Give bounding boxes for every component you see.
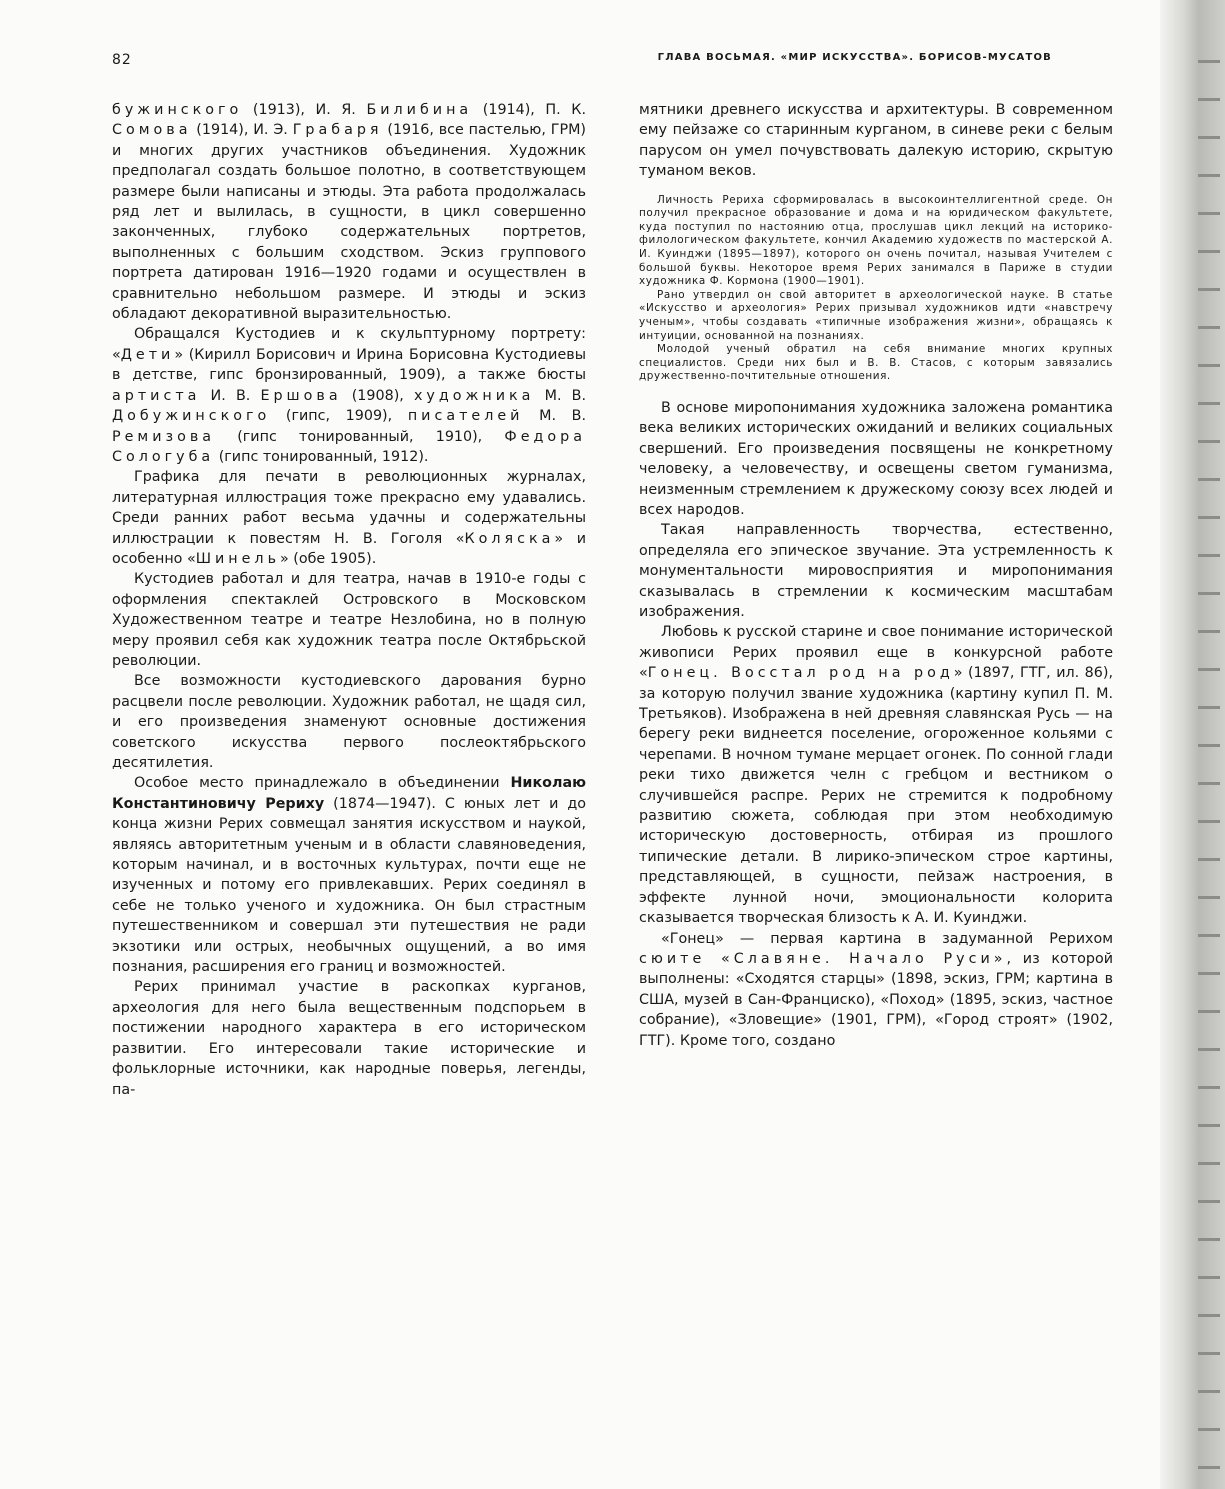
text-run: » (Кирилл Борисович и Ирина Борисовна Кустодиевы в детстве, гипс бронзированный, 1909), а также бюсты	[112, 346, 586, 384]
edge-tick	[1198, 440, 1220, 443]
spaced-text: Коляска	[464, 530, 555, 547]
text-run: (гипс тонированный, 1912).	[214, 448, 429, 465]
edge-tick	[1198, 706, 1220, 709]
edge-tick	[1198, 364, 1220, 367]
spaced-text: Федора Сологуба	[112, 428, 586, 465]
paragraph	[112, 467, 586, 569]
paragraph	[639, 929, 1113, 1051]
text-run: Графика для печати в революционных журналах, литературная иллюстрация тоже прекрасно ему удавались. Среди ранних работ весьма удачны и содержательны иллюстрации к повестям Н. В. Гоголя «	[112, 469, 586, 547]
edge-tick	[1198, 1010, 1220, 1013]
edge-tick	[1198, 1314, 1220, 1317]
text-run: » (1897, ГТГ, ил. 86), за которую получил звание художника (картину купил П. М. Третьяков). Изображена в ней древняя славянская Русь — на берегу реки виднеется поселение, огороженное кольями с черепами. В ночном тумане мерцает огонек. По сонной глади реки тихо движется челн с гребцом и вестником о случившейся распре. Рерих не стремится к подробному развитию сюжета, соблюдая при этом необходимую историческую достоверность, отбирая из прошлого типические детали. В лирико-эпическом строе картины, представляющей, в сущности, пейзаж настроения, в эффекте лунной ночи, эмоциональности колорита сказывается творческая близость к А. И. Куинджи.	[639, 665, 1113, 927]
bold-name: Николаю Константиновичу Рериху	[112, 775, 586, 812]
text-run: Обращался Кустодиев и к скульптурному портрету: «	[112, 326, 586, 363]
text-run: (1914), И. Э.	[191, 122, 293, 139]
edge-tick	[1198, 1124, 1220, 1127]
edge-tick	[1198, 1086, 1220, 1089]
spaced-text: сюите «Славяне. Начало Руси»	[639, 950, 1007, 967]
edge-tick	[1198, 554, 1220, 557]
running-head: ГЛАВА ВОСЬМАЯ. «МИР ИСКУССТВА». БОРИСОВ-МУСАТОВ	[657, 52, 1052, 63]
text-run: И. В.	[200, 387, 261, 404]
edge-tick	[1198, 1162, 1220, 1165]
text-run: «Гонец» — первая картина в задуманной Рерихом	[661, 930, 1113, 947]
edge-tick	[1198, 592, 1220, 595]
spaced-text: художника	[413, 387, 535, 404]
note-paragraph: Рано утвердил он свой авторитет в археологической науке. В статье «Искусство и археология» Рерих призывал художников идти «навстречу ученым», чтобы создавать «типичные изображения жизни», обращаясь к интуиции, основанной на познаниях.	[639, 288, 1113, 342]
spaced-text: артиста	[112, 387, 201, 404]
spaced-text: Ершова	[260, 387, 342, 404]
spaced-text: Гонец. Восстал род на род	[647, 665, 954, 682]
spaced-text: Билибина	[366, 102, 473, 118]
text-run: » и особенно «	[112, 530, 586, 567]
page-number: 82	[112, 52, 132, 68]
edge-tick	[1198, 402, 1220, 405]
edge-tick	[1198, 972, 1220, 975]
paragraph: Такая направленность творчества, естественно, определяла его эпическое звучание. Эта устремленность к монументальности мировосприятия и миропонимания сказывалась в стремлении к космическим масштабам изображения.	[639, 522, 1113, 620]
edge-tick	[1198, 934, 1220, 937]
paragraph	[112, 100, 586, 324]
text-run: (1908),	[341, 387, 414, 404]
text-run: » (обе 1905).	[280, 550, 377, 567]
paragraph: В основе миропонимания художника заложена романтика века великих исторических ожиданий и великих социальных свершений. Его произведения посвящены не конкретному человеку, а человечеству, и освещены светом гуманизма, неизменным стремлением к дружескому союзу всех людей и всех народов.	[639, 399, 1113, 518]
spaced-text: писателей	[407, 408, 524, 425]
paragraph: Рерих принимал участие в раскопках курганов, археология для него была вещественным подспорьем в постижении народного характера в его историческом развитии. Его интересовали такие исторические и фольклорные источники, как народные поверья, легенды, па-	[112, 979, 586, 1098]
text-run: (1913), И. Я.	[242, 102, 367, 118]
edge-tick	[1198, 820, 1220, 823]
edge-tick	[1198, 174, 1220, 177]
edge-tick	[1198, 326, 1220, 329]
spaced-text: Добужинского	[112, 408, 271, 425]
spaced-text: бужинского	[112, 102, 243, 118]
edge-tick	[1198, 668, 1220, 671]
text-run: М. В.	[534, 387, 586, 404]
text-run: М. В.	[523, 408, 586, 425]
edge-tick	[1198, 1276, 1220, 1279]
paragraph: Кустодиев работал и для театра, начав в 1910-е годы с оформления спектаклей Островского в Московском Художественном театре и театре Незлобина, но в полную меру проявил себя как художник театра после Октябрьской революции.	[112, 571, 586, 669]
note-paragraph: Личность Рериха сформировалась в высокоинтеллигентной среде. Он получил прекрасное образование и дома и на юридическом факультете, куда поступил по настоянию отца, прослушав цикл лекций на историко-филологическом факультете, кончил Академию художеств по мастерской А. И. Куинджи (1895—1897), которого он очень почитал, называя Учителем с большой буквы. Некоторое время Рерих занимался в Париже в студии художника Ф. Кормона (1900—1901).	[639, 193, 1113, 288]
edge-tick	[1198, 136, 1220, 139]
spaced-text: Сомова	[112, 122, 192, 139]
text-run: Любовь к русской старине и свое понимание исторической живописи Рерих проявил еще в конкурсной работе «	[639, 624, 1113, 682]
edge-tick	[1198, 896, 1220, 899]
edge-tick	[1198, 98, 1220, 101]
edge-tick	[1198, 782, 1220, 785]
paragraph	[639, 622, 1113, 928]
paragraph	[112, 773, 586, 977]
small-print-note	[639, 194, 1113, 384]
paragraph	[112, 324, 586, 467]
edge-tick	[1198, 1466, 1220, 1469]
edge-tick	[1198, 288, 1220, 291]
spaced-text: Шинель	[195, 550, 280, 567]
paragraph: Все возможности кустодиевского дарования бурно расцвели после революции. Художник работал, не щадя сил, и его произведения знаменуют основные достижения советского искусства первого послеоктябрьского десятилетия.	[112, 673, 586, 771]
book-edge	[1160, 0, 1225, 1489]
note-paragraph: Молодой ученый обратил на себя внимание многих крупных специалистов. Среди них был и В. В. Стасов, с которым завязались дружественно-почтительные отношения.	[639, 343, 1113, 383]
edge-tick	[1198, 744, 1220, 747]
text-run: Особое место принадлежало в объединении	[134, 775, 511, 792]
edge-tick	[1198, 478, 1220, 481]
edge-tick	[1198, 250, 1220, 253]
text-run: (гипс тонированный, 1910),	[215, 428, 505, 445]
edge-tick	[1198, 1048, 1220, 1051]
edge-tick	[1198, 1200, 1220, 1203]
text-run: (1916, все пастелью, ГРМ) и многих других участников объединения. Художник предполагал создать большое полотно, в соответствующем размере были написаны и этюды. Эта работа продолжалась ряд лет и вылилась, в сущности, в цикл совершенно законченных, глубоко содержательных портретов, выполненных с большим сходством. Эскиз группового портрета датирован 1916—1920 годами и осуществлен в сравнительно небольшом размере. И этюды и эскиз обладают декоративной выразительностью.	[112, 122, 586, 323]
text-run: (гипс, 1909),	[270, 408, 408, 425]
text-run: (1874—1947). С юных лет и до конца жизни Рерих совмещал занятия искусством и наукой, являясь авторитетным ученым и в области славяноведения, которым начинал, и в восточных культурах, почти еще не изученных и потому его привлекавших. Рерих соединял в себе не только ученого и художника. Он был страстным путешественником и совершал эти путешествия не ради экзотики или острых, необычных ощущений, а во имя познания, расширения его границ и возможностей.	[112, 795, 586, 976]
edge-tick	[1198, 212, 1220, 215]
edge-tick	[1198, 516, 1220, 519]
edge-tick	[1198, 1390, 1220, 1393]
text-run: (1914), П. К.	[472, 102, 586, 118]
left-column	[112, 100, 586, 1100]
edge-tick	[1198, 1428, 1220, 1431]
edge-tick	[1198, 1238, 1220, 1241]
edge-tick	[1198, 1352, 1220, 1355]
edge-tick	[1198, 60, 1220, 63]
spaced-text: Дети	[120, 346, 175, 363]
paragraph: мятники древнего искусства и архитектуры. В современном ему пейзаже со старинным курганом, в синеве реки с белым парусом он умел почувствовать далекую историю, скрытую туманом веков.	[639, 102, 1113, 180]
edge-tick	[1198, 630, 1220, 633]
edge-tick	[1198, 858, 1220, 861]
spaced-text: Ремизова	[112, 428, 216, 445]
text-run: , из которой выполнены: «Сходятся старцы» (1898, эскиз, ГРМ; картина в США, музей в Сан-Франциско), «Поход» (1895, эскиз, частное собрание), «Зловещие» (1901, ГРМ), «Город строят» (1902, ГТГ). Кроме того, создано	[639, 950, 1113, 1049]
right-column	[639, 100, 1113, 1051]
spaced-text: Грабаря	[292, 122, 383, 139]
